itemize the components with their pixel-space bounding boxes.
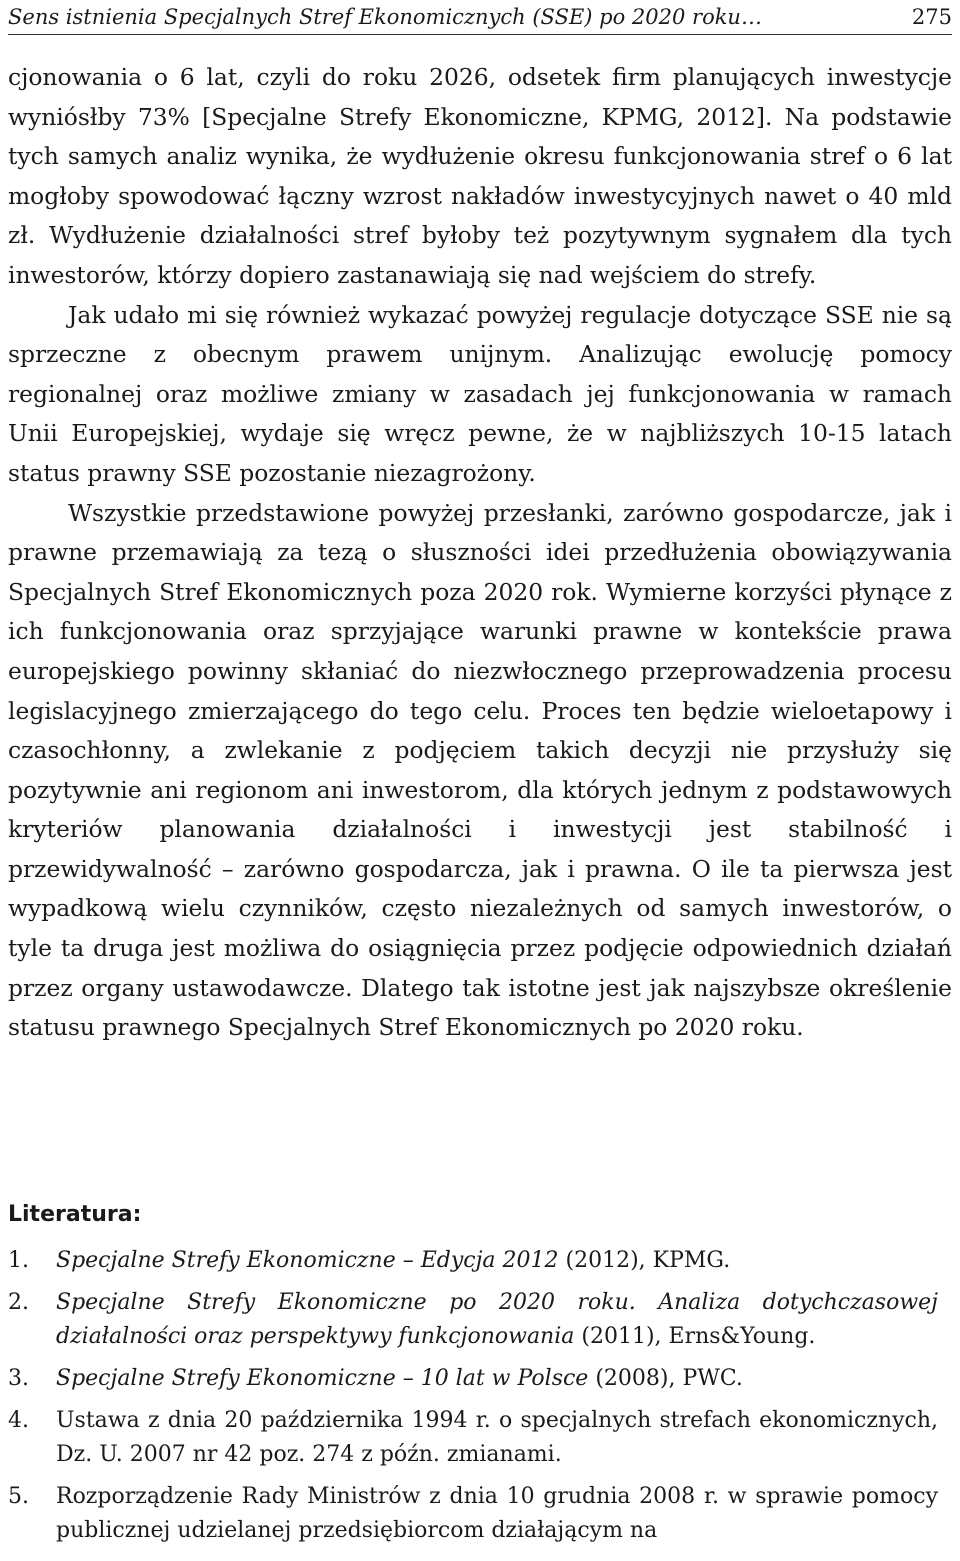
body-text bbox=[8, 58, 952, 1048]
reference-number: 5. bbox=[8, 1484, 29, 1509]
running-title: Sens istnienia Specjalnych Stref Ekonomicznych (SSE) po 2020 roku… bbox=[8, 5, 762, 29]
running-header bbox=[8, 0, 952, 35]
paragraph: Wszystkie przedstawione powyżej przesłanki, zarówno gospodarcze, jak i prawne przemawiają za tezą o słuszności idei przedłużenia obowiązywania Specjalnych Stref Ekonomicznych poza 2020 rok. Wymierne korzyści płynące z ich funkcjonowania oraz sprzyjające warunki prawne w kontekście prawa europejskiego powinny skłaniać do niezwłocznego przeprowadzenia procesu legislacyjnego zmierzającego do tego celu. Proces ten będzie wieloetapowy i czasochłonny, a zwlekanie z podjęciem takich decyzji nie przysłuży się pozytywnie ani regionom ani inwestorom, dla których jednym z podstawowych kryteriów planowania działalności i inwestycji jest stabilność i przewidywalność – zarówno gospodarcza, jak i prawna. O ile ta pierwsza jest wypadkową wielu czynników, często niezależnych od samych inwestorów, o tyle ta druga jest możliwa do osiągnięcia przez podjęcie odpowiednich działań przez organy ustawodawcze. Dlatego tak istotne jest jak najszybsze określenie statusu prawnego Specjalnych Stref Ekonomicznych po 2020 roku. bbox=[8, 498, 952, 1042]
paragraph: cjonowania o 6 lat, czyli do roku 2026, odsetek firm planujących inwestycje wyniósłby 73% [Specjalne Strefy Ekonomiczne, KPMG, 2012]. Na podstawie tych samych analiz wynika, że wydłużenie okresu funkcjonowania stref o 6 lat mogłoby spowodować łączny wzrost nakładów inwestycyjnych nawet o 40 mld zł. Wydłużenie działalności stref byłoby też pozytywnym sygnałem dla tych inwestorów, którzy dopiero zastanawiają się nad wejściem do strefy. bbox=[8, 63, 952, 289]
reference-number: 2. bbox=[8, 1290, 29, 1315]
reference-details: Ustawa z dnia 20 października 1994 r. o specjalnych strefach ekonomicznych, Dz. U. 2007 nr 42 poz. 274 z późn. zmianami. bbox=[56, 1408, 938, 1467]
references-heading: Literatura: bbox=[8, 1202, 142, 1227]
reference-title: Specjalne Strefy Ekonomiczne po 2020 roku. Analiza dotychczasowej działalności oraz perspektywy funkcjonowania bbox=[56, 1290, 938, 1349]
reference-item bbox=[8, 1362, 938, 1396]
reference-details: (2008), PWC. bbox=[588, 1366, 743, 1391]
reference-number: 3. bbox=[8, 1366, 29, 1391]
reference-title: Specjalne Strefy Ekonomiczne – Edycja 2012 bbox=[56, 1248, 559, 1273]
reference-number: 4. bbox=[8, 1408, 29, 1433]
references-list bbox=[8, 1244, 938, 1556]
reference-title: Specjalne Strefy Ekonomiczne – 10 lat w Polsce bbox=[56, 1366, 589, 1391]
reference-item bbox=[8, 1404, 938, 1472]
reference-item bbox=[8, 1244, 938, 1278]
reference-number: 1. bbox=[8, 1248, 29, 1273]
page-number: 275 bbox=[911, 5, 952, 29]
paragraph: Jak udało mi się również wykazać powyżej regulacje dotyczące SSE nie są sprzeczne z obecnym prawem unijnym. Analizując ewolucję pomocy regionalnej oraz możliwe zmiany w zasadach jej funkcjonowania w ramach Unii Europejskiej, wydaje się wręcz pewne, że w najbliższych 10-15 latach status prawny SSE pozostanie niezagrożony. bbox=[8, 300, 952, 487]
reference-item bbox=[8, 1480, 938, 1548]
reference-details: (2011), Erns&Young. bbox=[574, 1324, 816, 1349]
reference-details: Rozporządzenie Rady Ministrów z dnia 10 grudnia 2008 r. w sprawie pomocy publicznej udzielanej przedsiębiorcom działającym na bbox=[56, 1484, 938, 1543]
reference-details: (2012), KPMG. bbox=[558, 1248, 731, 1273]
reference-item bbox=[8, 1286, 938, 1354]
